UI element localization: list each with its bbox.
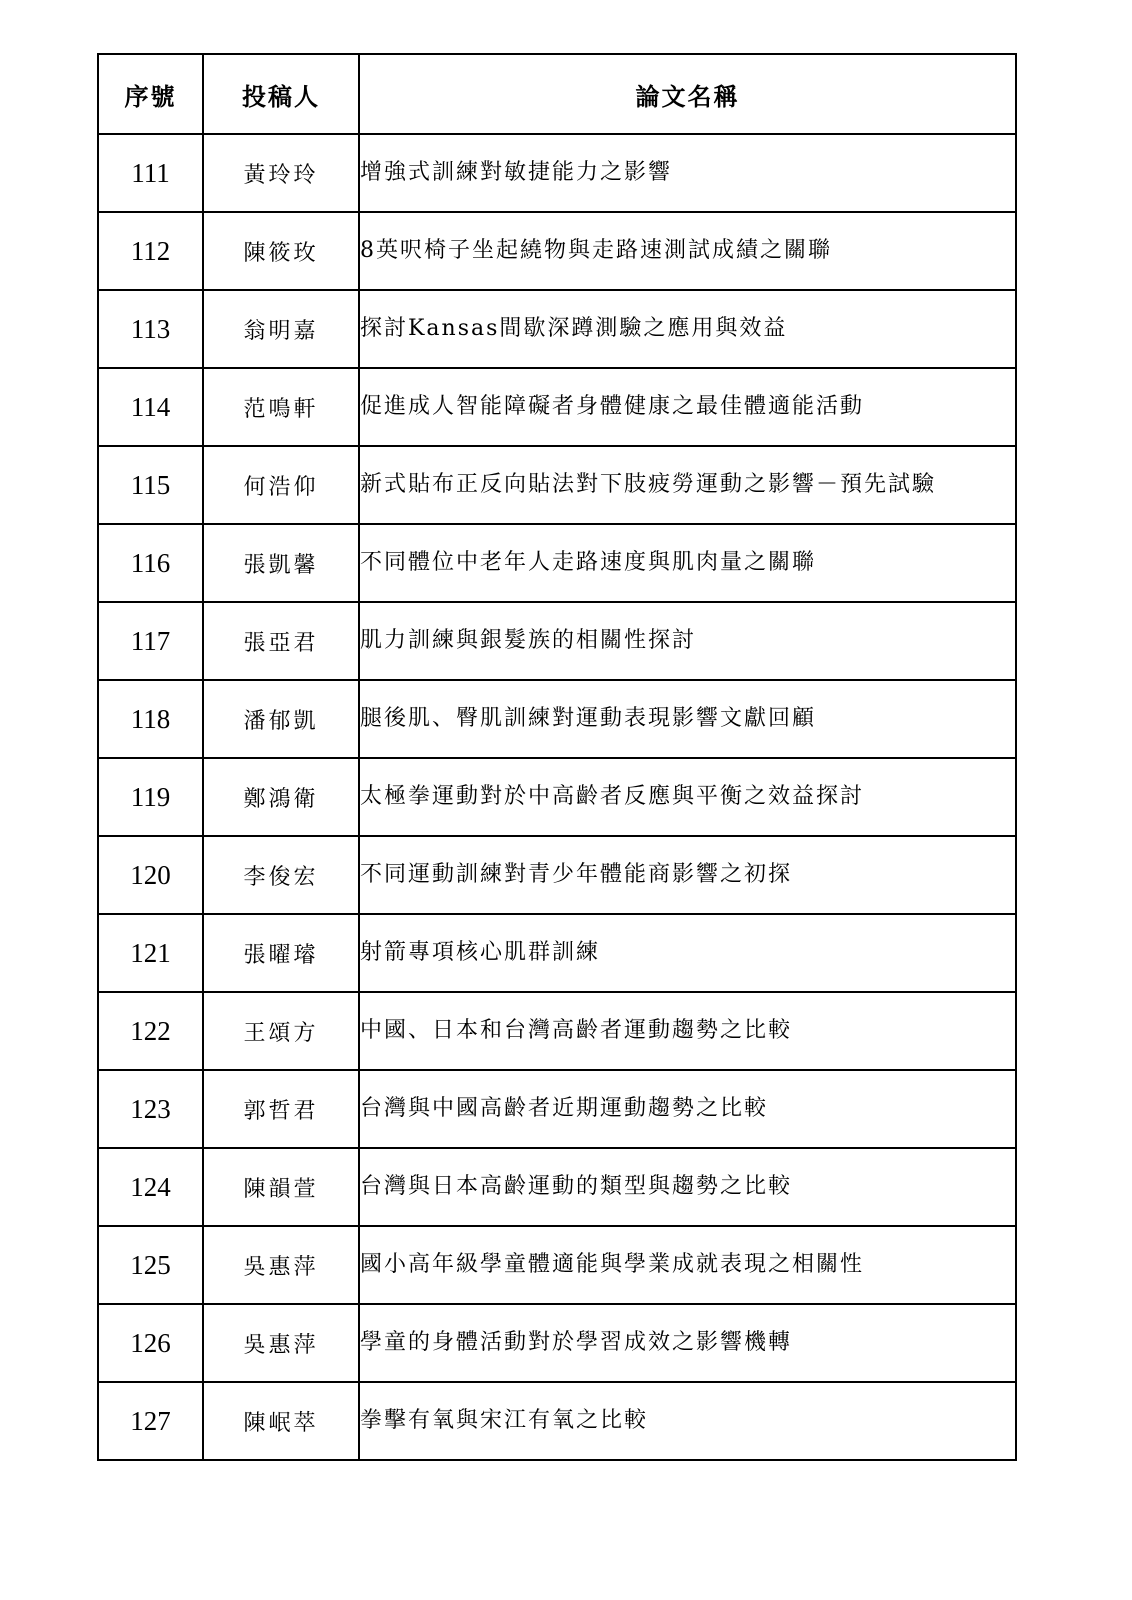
serial-number-cell: 116 — [98, 524, 203, 602]
table-row — [98, 836, 1016, 914]
paper-title-cell: 增強式訓練對敏捷能力之影響 — [359, 134, 1016, 212]
serial-number-cell: 113 — [98, 290, 203, 368]
paper-title-cell: 不同運動訓練對青少年體能商影響之初探 — [359, 836, 1016, 914]
table-row — [98, 446, 1016, 524]
author-cell: 張凱馨 — [203, 524, 359, 602]
header-paper-title: 論文名稱 — [359, 54, 1016, 134]
paper-title-cell: 腿後肌、臀肌訓練對運動表現影響文獻回顧 — [359, 680, 1016, 758]
serial-number-cell: 112 — [98, 212, 203, 290]
header-author: 投稿人 — [203, 54, 359, 134]
table-row — [98, 1148, 1016, 1226]
serial-number-cell: 119 — [98, 758, 203, 836]
author-cell: 范鳴軒 — [203, 368, 359, 446]
header-serial-number: 序號 — [98, 54, 203, 134]
table-row — [98, 914, 1016, 992]
author-cell: 翁明嘉 — [203, 290, 359, 368]
serial-number-cell: 127 — [98, 1382, 203, 1460]
table-row — [98, 212, 1016, 290]
paper-title-cell: 8英呎椅子坐起繞物與走路速測試成績之關聯 — [359, 212, 1016, 290]
table-row — [98, 290, 1016, 368]
author-cell: 郭哲君 — [203, 1070, 359, 1148]
author-cell: 陳韻萱 — [203, 1148, 359, 1226]
serial-number-cell: 126 — [98, 1304, 203, 1382]
author-cell: 黃玲玲 — [203, 134, 359, 212]
author-cell: 張亞君 — [203, 602, 359, 680]
table-row — [98, 524, 1016, 602]
paper-title-cell: 促進成人智能障礙者身體健康之最佳體適能活動 — [359, 368, 1016, 446]
serial-number-cell: 124 — [98, 1148, 203, 1226]
table-row — [98, 602, 1016, 680]
paper-title-cell: 國小高年級學童體適能與學業成就表現之相關性 — [359, 1226, 1016, 1304]
paper-title-cell: 拳擊有氧與宋江有氧之比較 — [359, 1382, 1016, 1460]
author-cell: 何浩仰 — [203, 446, 359, 524]
serial-number-cell: 123 — [98, 1070, 203, 1148]
serial-number-cell: 114 — [98, 368, 203, 446]
paper-title-cell: 探討Kansas間歇深蹲測驗之應用與效益 — [359, 290, 1016, 368]
table-row — [98, 1304, 1016, 1382]
table-row — [98, 992, 1016, 1070]
serial-number-cell: 121 — [98, 914, 203, 992]
paper-title-cell: 太極拳運動對於中高齡者反應與平衡之效益探討 — [359, 758, 1016, 836]
paper-title-cell: 新式貼布正反向貼法對下肢疲勞運動之影響－預先試驗 — [359, 446, 1016, 524]
serial-number-cell: 120 — [98, 836, 203, 914]
author-cell: 潘郁凱 — [203, 680, 359, 758]
table-row — [98, 758, 1016, 836]
paper-title-cell: 不同體位中老年人走路速度與肌肉量之關聯 — [359, 524, 1016, 602]
serial-number-cell: 118 — [98, 680, 203, 758]
table-row — [98, 134, 1016, 212]
author-cell: 吳惠萍 — [203, 1304, 359, 1382]
serial-number-cell: 117 — [98, 602, 203, 680]
serial-number-cell: 125 — [98, 1226, 203, 1304]
table-row — [98, 1226, 1016, 1304]
table-body — [98, 134, 1016, 1460]
paper-title-cell: 中國、日本和台灣高齡者運動趨勢之比較 — [359, 992, 1016, 1070]
table-row — [98, 1070, 1016, 1148]
author-cell: 吳惠萍 — [203, 1226, 359, 1304]
author-cell: 鄭鴻衛 — [203, 758, 359, 836]
paper-title-cell: 學童的身體活動對於學習成效之影響機轉 — [359, 1304, 1016, 1382]
table-row — [98, 680, 1016, 758]
author-cell: 陳岷萃 — [203, 1382, 359, 1460]
serial-number-cell: 115 — [98, 446, 203, 524]
serial-number-cell: 122 — [98, 992, 203, 1070]
table-row — [98, 1382, 1016, 1460]
paper-title-cell: 台灣與日本高齡運動的類型與趨勢之比較 — [359, 1148, 1016, 1226]
serial-number-cell: 111 — [98, 134, 203, 212]
paper-title-cell: 射箭專項核心肌群訓練 — [359, 914, 1016, 992]
author-cell: 王頌方 — [203, 992, 359, 1070]
author-cell: 張曜璿 — [203, 914, 359, 992]
author-cell: 陳筱玫 — [203, 212, 359, 290]
author-cell: 李俊宏 — [203, 836, 359, 914]
paper-title-cell: 台灣與中國高齡者近期運動趨勢之比較 — [359, 1070, 1016, 1148]
table-row — [98, 368, 1016, 446]
paper-title-cell: 肌力訓練與銀髮族的相關性探討 — [359, 602, 1016, 680]
table-header-row — [98, 54, 1016, 134]
paper-submission-table — [97, 53, 1017, 1461]
